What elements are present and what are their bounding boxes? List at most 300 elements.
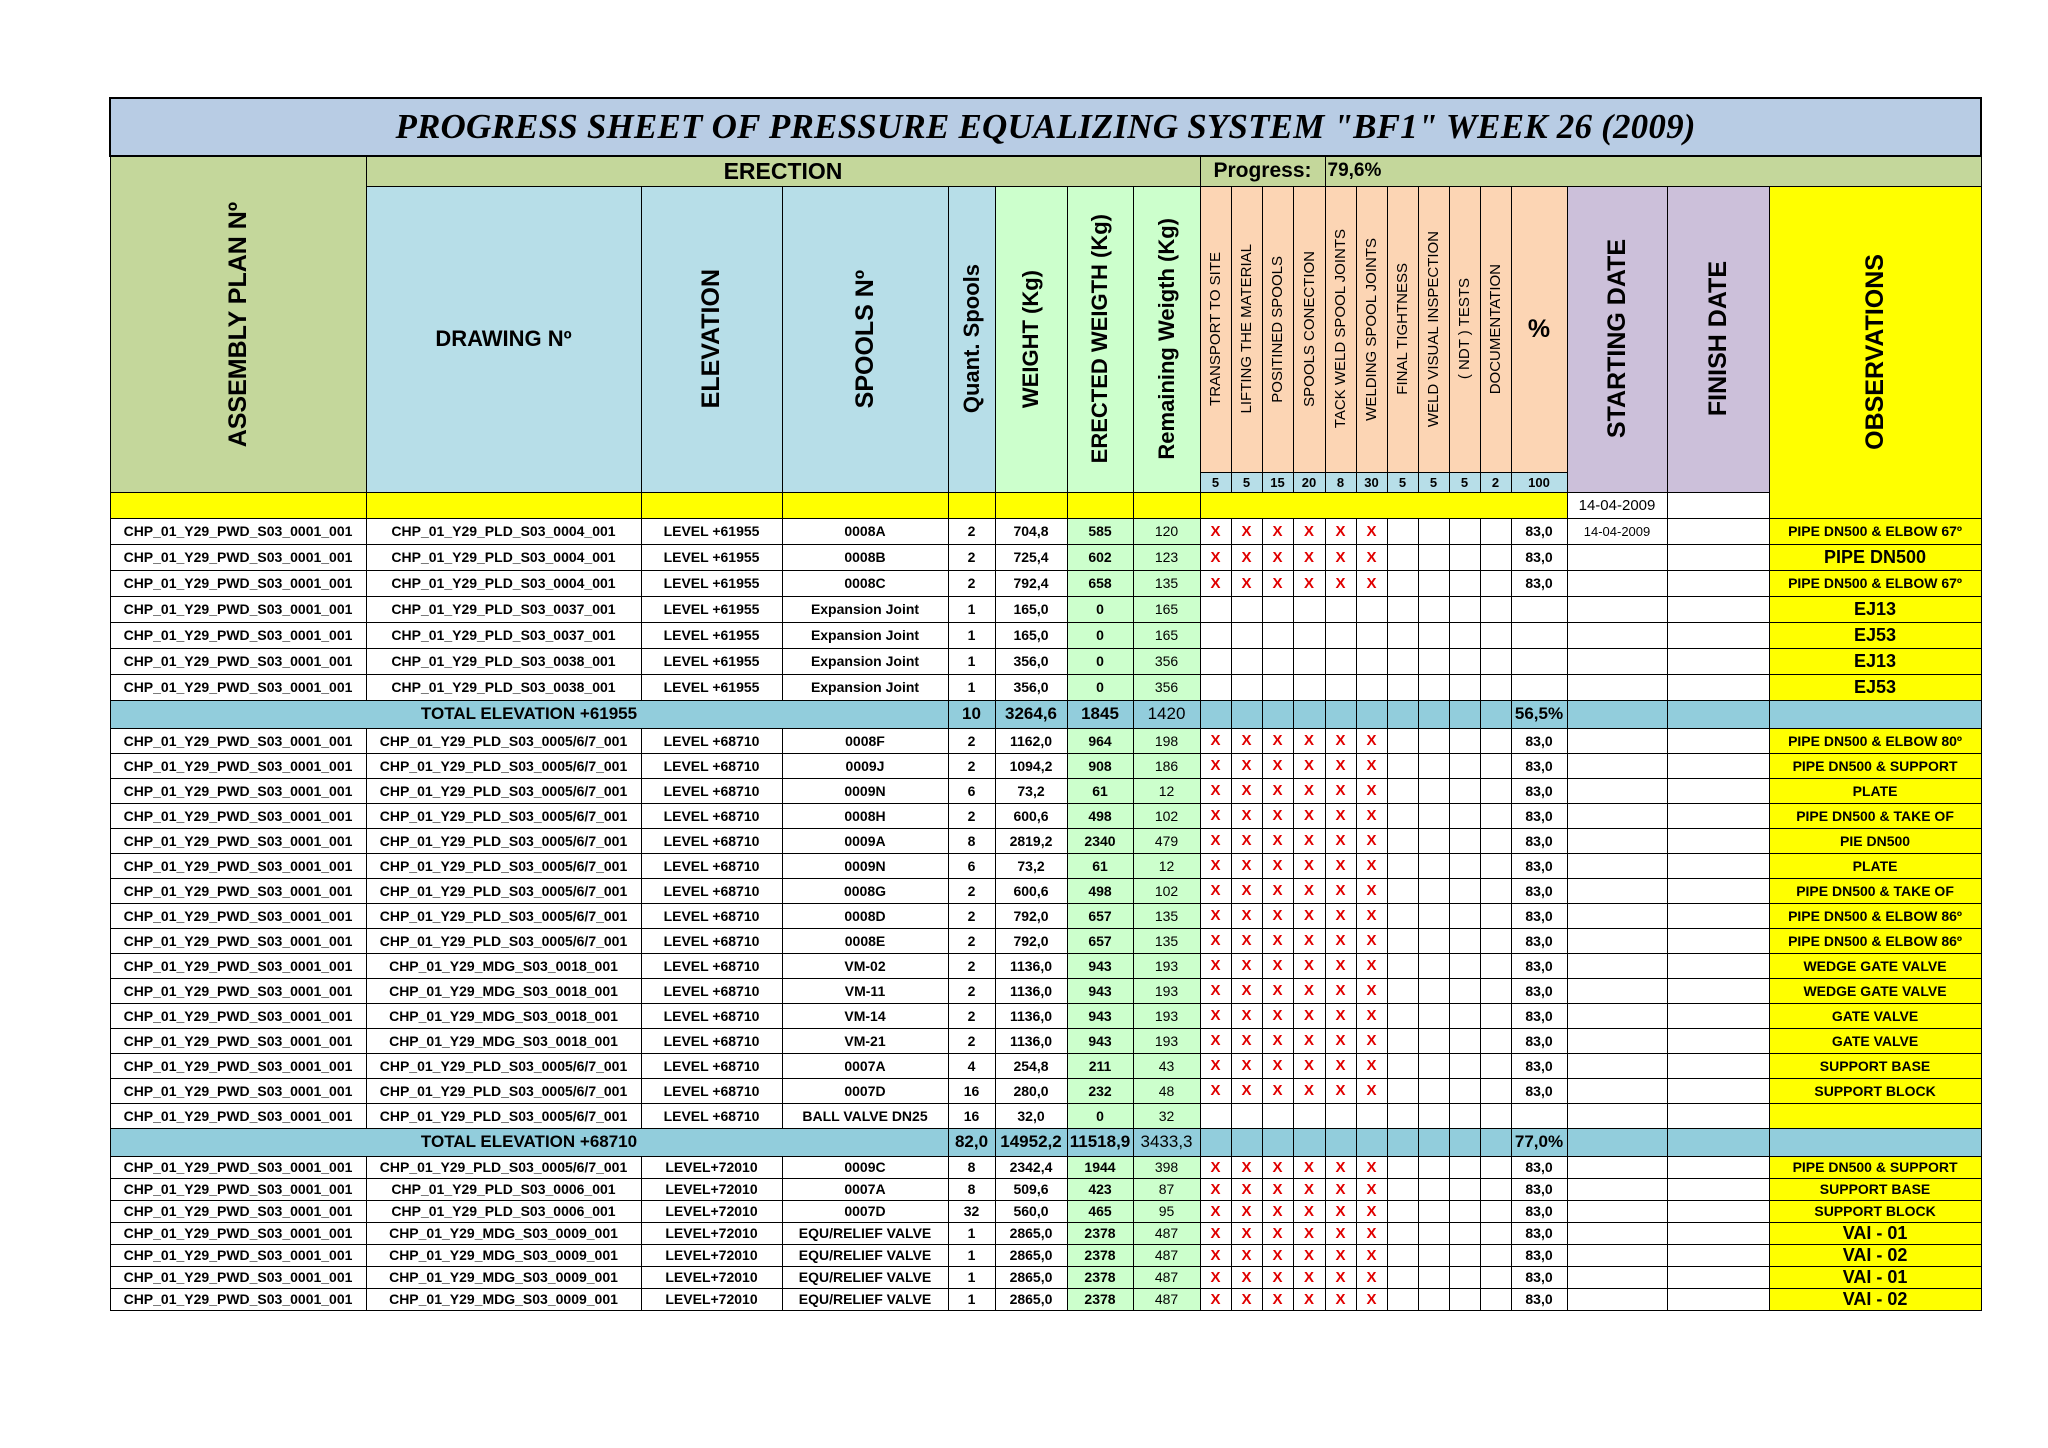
cell-stage-mark — [1480, 544, 1511, 570]
cell-spool: Expansion Joint — [782, 622, 948, 648]
cell-stage-mark — [1480, 570, 1511, 596]
cell-stage-mark — [1418, 778, 1449, 803]
total-stage-cell — [1418, 1128, 1449, 1156]
x-mark-icon: X — [1335, 522, 1346, 540]
cell-elevation: LEVEL +68710 — [641, 1053, 782, 1078]
cell-stage-mark — [1293, 1156, 1325, 1178]
cell-finish-date — [1667, 953, 1769, 978]
cell-elevation: LEVEL +61955 — [641, 648, 782, 674]
table-row — [110, 1244, 1981, 1266]
cell-start-date — [1567, 903, 1667, 928]
cell-weight: 2865,0 — [995, 1288, 1067, 1310]
cell-finish-date — [1667, 596, 1769, 622]
cell-stage-mark — [1262, 903, 1293, 928]
cell-percent: 83,0 — [1511, 1028, 1567, 1053]
cell-stage-mark — [1293, 928, 1325, 953]
x-mark-icon: X — [1366, 1268, 1377, 1286]
cell-start-date — [1567, 674, 1667, 700]
table-row — [110, 1222, 1981, 1244]
x-mark-icon: X — [1272, 807, 1283, 824]
total-remaining: 1420 — [1133, 700, 1200, 728]
cell-drawing: CHP_01_Y29_PLD_S03_0005/6/7_001 — [366, 803, 641, 828]
cell-stage-mark — [1387, 1178, 1418, 1200]
x-mark-icon: X — [1303, 1032, 1314, 1049]
cell-finish-date — [1667, 674, 1769, 700]
cell-weight: 1136,0 — [995, 978, 1067, 1003]
spacer-cell — [782, 492, 948, 518]
x-mark-icon: X — [1366, 1007, 1377, 1024]
cell-erected: 211 — [1067, 1053, 1133, 1078]
cell-finish-date — [1667, 1028, 1769, 1053]
cell-start-date — [1567, 1053, 1667, 1078]
cell-stage-mark — [1262, 753, 1293, 778]
cell-observation: WEDGE GATE VALVE — [1769, 953, 1981, 978]
cell-erected: 2378 — [1067, 1244, 1133, 1266]
cell-assembly: CHP_01_Y29_PWD_S03_0001_001 — [110, 1028, 366, 1053]
x-mark-icon: X — [1303, 782, 1314, 799]
cell-stage-mark — [1480, 518, 1511, 544]
cell-stage-mark — [1418, 928, 1449, 953]
cell-stage-mark — [1356, 978, 1387, 1003]
cell-remaining: 12 — [1133, 778, 1200, 803]
cell-stage-mark — [1293, 903, 1325, 928]
cell-finish-date — [1667, 648, 1769, 674]
cell-stage-mark — [1356, 1288, 1387, 1310]
cell-observation: PIPE DN500 & ELBOW 67º — [1769, 570, 1981, 596]
x-mark-icon: X — [1366, 1082, 1377, 1099]
cell-stage-mark — [1262, 878, 1293, 903]
total-stage-cell — [1356, 1128, 1387, 1156]
cell-weight: 2342,4 — [995, 1156, 1067, 1178]
progress-label: Progress: — [1200, 156, 1325, 186]
x-mark-icon: X — [1272, 1224, 1283, 1242]
total-erected: 1845 — [1067, 700, 1133, 728]
x-mark-icon: X — [1241, 548, 1252, 566]
cell-remaining: 193 — [1133, 953, 1200, 978]
cell-stage-mark — [1262, 803, 1293, 828]
cell-stage-mark — [1387, 1288, 1418, 1310]
x-mark-icon: X — [1366, 982, 1377, 999]
x-mark-icon: X — [1272, 1032, 1283, 1049]
cell-stage-mark — [1325, 1028, 1356, 1053]
total-stage-cell — [1325, 700, 1356, 728]
cell-stage-mark — [1449, 1266, 1480, 1288]
header-remaining: Remaining Weigth (Kg) — [1133, 186, 1200, 492]
header-stage: POSITINED SPOOLS — [1262, 186, 1293, 472]
cell-assembly: CHP_01_Y29_PWD_S03_0001_001 — [110, 1222, 366, 1244]
cell-stage-mark — [1449, 828, 1480, 853]
x-mark-icon: X — [1303, 522, 1314, 540]
cell-stage-mark — [1325, 728, 1356, 753]
cell-stage-mark — [1231, 1078, 1262, 1103]
x-mark-icon: X — [1272, 1082, 1283, 1099]
cell-weight: 792,4 — [995, 570, 1067, 596]
cell-assembly: CHP_01_Y29_PWD_S03_0001_001 — [110, 622, 366, 648]
header-stage: LIFTING THE MATERIAL — [1231, 186, 1262, 472]
cell-remaining: 487 — [1133, 1266, 1200, 1288]
x-mark-icon: X — [1210, 782, 1221, 799]
x-mark-icon: X — [1335, 732, 1346, 749]
cell-stage-mark — [1356, 622, 1387, 648]
x-mark-icon: X — [1335, 574, 1346, 592]
cell-finish-date — [1667, 1053, 1769, 1078]
cell-erected: 943 — [1067, 978, 1133, 1003]
stage-weight: 5 — [1449, 472, 1480, 492]
cell-observation: PIPE DN500 & TAKE OF — [1769, 803, 1981, 828]
stage-weight: 20 — [1293, 472, 1325, 492]
cell-stage-mark — [1262, 1156, 1293, 1178]
cell-quant: 16 — [948, 1078, 995, 1103]
cell-stage-mark — [1325, 1200, 1356, 1222]
stage-weight: 30 — [1356, 472, 1387, 492]
x-mark-icon: X — [1303, 832, 1314, 849]
cell-elevation: LEVEL +61955 — [641, 544, 782, 570]
cell-drawing: CHP_01_Y29_MDG_S03_0018_001 — [366, 978, 641, 1003]
table-row — [110, 622, 1981, 648]
cell-start-date — [1567, 570, 1667, 596]
cell-erected: 943 — [1067, 1028, 1133, 1053]
x-mark-icon: X — [1241, 857, 1252, 874]
cell-observation: VAI - 01 — [1769, 1266, 1981, 1288]
cell-stage-mark — [1387, 1222, 1418, 1244]
cell-stage-mark — [1231, 828, 1262, 853]
cell-finish-date — [1667, 1244, 1769, 1266]
cell-drawing: CHP_01_Y29_PLD_S03_0006_001 — [366, 1178, 641, 1200]
cell-weight: 165,0 — [995, 622, 1067, 648]
cell-stage-mark — [1356, 1200, 1387, 1222]
table-row — [110, 1078, 1981, 1103]
cell-stage-mark — [1262, 953, 1293, 978]
total-weight: 3264,6 — [995, 700, 1067, 728]
x-mark-icon: X — [1335, 832, 1346, 849]
cell-stage-mark — [1449, 803, 1480, 828]
x-mark-icon: X — [1303, 1158, 1314, 1176]
cell-stage-mark — [1293, 1200, 1325, 1222]
cell-quant: 2 — [948, 728, 995, 753]
cell-percent: 83,0 — [1511, 953, 1567, 978]
cell-start-date: 14-04-2009 — [1567, 518, 1667, 544]
stage-weight: 8 — [1325, 472, 1356, 492]
cell-stage-mark — [1356, 928, 1387, 953]
cell-elevation: LEVEL+72010 — [641, 1178, 782, 1200]
cell-quant: 2 — [948, 928, 995, 953]
cell-spool: 0009N — [782, 778, 948, 803]
spacer-cell — [641, 492, 782, 518]
cell-remaining: 102 — [1133, 878, 1200, 903]
cell-stage-mark — [1356, 828, 1387, 853]
x-mark-icon: X — [1272, 548, 1283, 566]
cell-stage-mark — [1387, 1103, 1418, 1128]
cell-stage-mark — [1449, 778, 1480, 803]
cell-weight: 725,4 — [995, 544, 1067, 570]
cell-observation: PIPE DN500 & ELBOW 86º — [1769, 903, 1981, 928]
x-mark-icon: X — [1366, 548, 1377, 566]
total-stage-cell — [1262, 700, 1293, 728]
cell-stage-mark — [1480, 878, 1511, 903]
cell-drawing: CHP_01_Y29_PLD_S03_0005/6/7_001 — [366, 1053, 641, 1078]
total-remaining: 3433,3 — [1133, 1128, 1200, 1156]
cell-observation: SUPPORT BLOCK — [1769, 1078, 1981, 1103]
cell-start-date — [1567, 853, 1667, 878]
x-mark-icon: X — [1272, 907, 1283, 924]
cell-weight: 792,0 — [995, 903, 1067, 928]
x-mark-icon: X — [1335, 957, 1346, 974]
x-mark-icon: X — [1241, 1007, 1252, 1024]
x-mark-icon: X — [1366, 574, 1377, 592]
cell-drawing: CHP_01_Y29_PLD_S03_0005/6/7_001 — [366, 1078, 641, 1103]
x-mark-icon: X — [1366, 1158, 1377, 1176]
x-mark-icon: X — [1303, 1224, 1314, 1242]
total-stage-cell — [1325, 1128, 1356, 1156]
stage-weight: 5 — [1387, 472, 1418, 492]
spacer-cell — [1667, 492, 1769, 518]
cell-stage-mark — [1480, 1156, 1511, 1178]
cell-stage-mark — [1480, 753, 1511, 778]
cell-stage-mark — [1262, 648, 1293, 674]
cell-elevation: LEVEL +68710 — [641, 878, 782, 903]
cell-quant: 8 — [948, 1178, 995, 1200]
cell-stage-mark — [1449, 1053, 1480, 1078]
cell-percent — [1511, 648, 1567, 674]
column-header-row — [110, 186, 1981, 472]
x-mark-icon: X — [1366, 522, 1377, 540]
x-mark-icon: X — [1210, 732, 1221, 749]
x-mark-icon: X — [1335, 807, 1346, 824]
cell-remaining: 135 — [1133, 903, 1200, 928]
x-mark-icon: X — [1241, 1082, 1252, 1099]
cell-remaining: 198 — [1133, 728, 1200, 753]
cell-quant: 2 — [948, 803, 995, 828]
cell-percent — [1511, 1103, 1567, 1128]
cell-start-date — [1567, 1266, 1667, 1288]
total-start-cell — [1567, 700, 1667, 728]
x-mark-icon: X — [1241, 782, 1252, 799]
cell-stage-mark — [1387, 978, 1418, 1003]
cell-quant: 2 — [948, 903, 995, 928]
cell-stage-mark — [1262, 1288, 1293, 1310]
cell-spool: 0009J — [782, 753, 948, 778]
cell-stage-mark — [1293, 1003, 1325, 1028]
cell-drawing: CHP_01_Y29_PLD_S03_0004_001 — [366, 570, 641, 596]
cell-stage-mark — [1418, 1200, 1449, 1222]
cell-weight: 704,8 — [995, 518, 1067, 544]
cell-stage-mark — [1200, 1266, 1231, 1288]
header-stage: TRANSPORT TO SITE — [1200, 186, 1231, 472]
cell-stage-mark — [1262, 1028, 1293, 1053]
cell-quant: 2 — [948, 518, 995, 544]
cell-weight: 1136,0 — [995, 1003, 1067, 1028]
cell-spool: EQU/RELIEF VALVE — [782, 1244, 948, 1266]
cell-stage-mark — [1418, 1178, 1449, 1200]
cell-stage-mark — [1387, 1078, 1418, 1103]
cell-stage-mark — [1418, 878, 1449, 903]
cell-quant: 2 — [948, 978, 995, 1003]
cell-start-date — [1567, 728, 1667, 753]
cell-stage-mark — [1387, 953, 1418, 978]
x-mark-icon: X — [1210, 1290, 1221, 1308]
cell-weight: 600,6 — [995, 878, 1067, 903]
cell-weight: 32,0 — [995, 1103, 1067, 1128]
cell-observation: PIPE DN500 & SUPPORT — [1769, 753, 1981, 778]
cell-start-date — [1567, 1156, 1667, 1178]
cell-start-date — [1567, 978, 1667, 1003]
table-row — [110, 596, 1981, 622]
cell-stage-mark — [1231, 878, 1262, 903]
cell-stage-mark — [1325, 1053, 1356, 1078]
cell-stage-mark — [1231, 753, 1262, 778]
x-mark-icon: X — [1272, 1290, 1283, 1308]
cell-elevation: LEVEL +68710 — [641, 903, 782, 928]
cell-finish-date — [1667, 1156, 1769, 1178]
total-start-cell — [1567, 1128, 1667, 1156]
progress-sheet-table — [109, 97, 1982, 1311]
cell-percent — [1511, 596, 1567, 622]
cell-elevation: LEVEL +68710 — [641, 853, 782, 878]
cell-spool: VM-21 — [782, 1028, 948, 1053]
x-mark-icon: X — [1366, 857, 1377, 874]
cell-start-date — [1567, 1078, 1667, 1103]
cell-stage-mark — [1325, 853, 1356, 878]
cell-stage-mark — [1387, 728, 1418, 753]
cell-spool: 0008H — [782, 803, 948, 828]
table-row — [110, 878, 1981, 903]
x-mark-icon: X — [1210, 807, 1221, 824]
cell-stage-mark — [1293, 1288, 1325, 1310]
x-mark-icon: X — [1335, 1268, 1346, 1286]
cell-assembly: CHP_01_Y29_PWD_S03_0001_001 — [110, 953, 366, 978]
cell-observation: WEDGE GATE VALVE — [1769, 978, 1981, 1003]
cell-stage-mark — [1387, 596, 1418, 622]
cell-stage-mark — [1449, 1200, 1480, 1222]
cell-stage-mark — [1200, 674, 1231, 700]
cell-stage-mark — [1262, 1222, 1293, 1244]
cell-percent: 83,0 — [1511, 853, 1567, 878]
total-percent: 77,0% — [1511, 1128, 1567, 1156]
cell-stage-mark — [1262, 1266, 1293, 1288]
x-mark-icon: X — [1210, 1007, 1221, 1024]
cell-stage-mark — [1325, 674, 1356, 700]
cell-assembly: CHP_01_Y29_PWD_S03_0001_001 — [110, 778, 366, 803]
cell-remaining: 487 — [1133, 1244, 1200, 1266]
cell-stage-mark — [1200, 1222, 1231, 1244]
cell-stage-mark — [1449, 570, 1480, 596]
cell-stage-mark — [1231, 1103, 1262, 1128]
x-mark-icon: X — [1303, 732, 1314, 749]
total-stage-cell — [1200, 700, 1231, 728]
cell-stage-mark — [1200, 828, 1231, 853]
header-stage: ( NDT ) TESTS — [1449, 186, 1480, 472]
cell-start-date — [1567, 622, 1667, 648]
cell-elevation: LEVEL +68710 — [641, 828, 782, 853]
table-row — [110, 518, 1981, 544]
cell-elevation: LEVEL +61955 — [641, 622, 782, 648]
cell-stage-mark — [1262, 518, 1293, 544]
x-mark-icon: X — [1241, 1246, 1252, 1264]
cell-percent: 83,0 — [1511, 878, 1567, 903]
total-stage-cell — [1449, 700, 1480, 728]
x-mark-icon: X — [1241, 907, 1252, 924]
x-mark-icon: X — [1241, 932, 1252, 949]
cell-stage-mark — [1387, 903, 1418, 928]
cell-stage-mark — [1231, 570, 1262, 596]
cell-stage-mark — [1418, 978, 1449, 1003]
cell-erected: 943 — [1067, 1003, 1133, 1028]
cell-remaining: 135 — [1133, 570, 1200, 596]
cell-stage-mark — [1449, 1078, 1480, 1103]
total-finish-cell — [1667, 1128, 1769, 1156]
cell-finish-date — [1667, 1222, 1769, 1244]
table-row — [110, 1103, 1981, 1128]
x-mark-icon: X — [1366, 907, 1377, 924]
cell-quant: 6 — [948, 853, 995, 878]
cell-elevation: LEVEL +68710 — [641, 1103, 782, 1128]
x-mark-icon: X — [1335, 1202, 1346, 1220]
cell-observation: VAI - 02 — [1769, 1244, 1981, 1266]
cell-quant: 8 — [948, 828, 995, 853]
header-stage: SPOOLS CONECTION — [1293, 186, 1325, 472]
cell-assembly: CHP_01_Y29_PWD_S03_0001_001 — [110, 803, 366, 828]
cell-stage-mark — [1200, 1103, 1231, 1128]
cell-elevation: LEVEL +61955 — [641, 596, 782, 622]
x-mark-icon: X — [1303, 907, 1314, 924]
cell-observation: PIPE DN500 & SUPPORT — [1769, 1156, 1981, 1178]
x-mark-icon: X — [1272, 522, 1283, 540]
cell-remaining: 12 — [1133, 853, 1200, 878]
cell-stage-mark — [1480, 978, 1511, 1003]
table-row — [110, 853, 1981, 878]
cell-stage-mark — [1262, 544, 1293, 570]
cell-stage-mark — [1480, 622, 1511, 648]
cell-drawing: CHP_01_Y29_PLD_S03_0038_001 — [366, 674, 641, 700]
cell-drawing: CHP_01_Y29_PLD_S03_0006_001 — [366, 1200, 641, 1222]
x-mark-icon: X — [1241, 574, 1252, 592]
cell-remaining: 135 — [1133, 928, 1200, 953]
total-stage-cell — [1449, 1128, 1480, 1156]
total-quant: 82,0 — [948, 1128, 995, 1156]
cell-stage-mark — [1200, 1078, 1231, 1103]
cell-start-date — [1567, 953, 1667, 978]
total-finish-cell — [1667, 700, 1769, 728]
cell-stage-mark — [1480, 674, 1511, 700]
x-mark-icon: X — [1241, 1224, 1252, 1242]
cell-stage-mark — [1418, 596, 1449, 622]
cell-spool: EQU/RELIEF VALVE — [782, 1266, 948, 1288]
x-mark-icon: X — [1272, 1180, 1283, 1198]
total-stage-cell — [1387, 700, 1418, 728]
x-mark-icon: X — [1272, 1057, 1283, 1074]
total-stage-cell — [1293, 1128, 1325, 1156]
cell-stage-mark — [1231, 596, 1262, 622]
x-mark-icon: X — [1210, 907, 1221, 924]
x-mark-icon: X — [1303, 882, 1314, 899]
cell-stage-mark — [1387, 622, 1418, 648]
stage-weight: 5 — [1231, 472, 1262, 492]
cell-spool: EQU/RELIEF VALVE — [782, 1288, 948, 1310]
cell-stage-mark — [1293, 1103, 1325, 1128]
x-mark-icon: X — [1335, 882, 1346, 899]
cell-stage-mark — [1262, 1003, 1293, 1028]
cell-assembly: CHP_01_Y29_PWD_S03_0001_001 — [110, 1178, 366, 1200]
cell-stage-mark — [1293, 828, 1325, 853]
x-mark-icon: X — [1366, 757, 1377, 774]
cell-percent: 83,0 — [1511, 903, 1567, 928]
cell-spool: 0008C — [782, 570, 948, 596]
cell-stage-mark — [1293, 1178, 1325, 1200]
stage-weight-total: 100 — [1511, 472, 1567, 492]
cell-stage-mark — [1387, 1053, 1418, 1078]
total-obs-cell — [1769, 700, 1981, 728]
header-start-date: STARTING DATE — [1567, 186, 1667, 492]
